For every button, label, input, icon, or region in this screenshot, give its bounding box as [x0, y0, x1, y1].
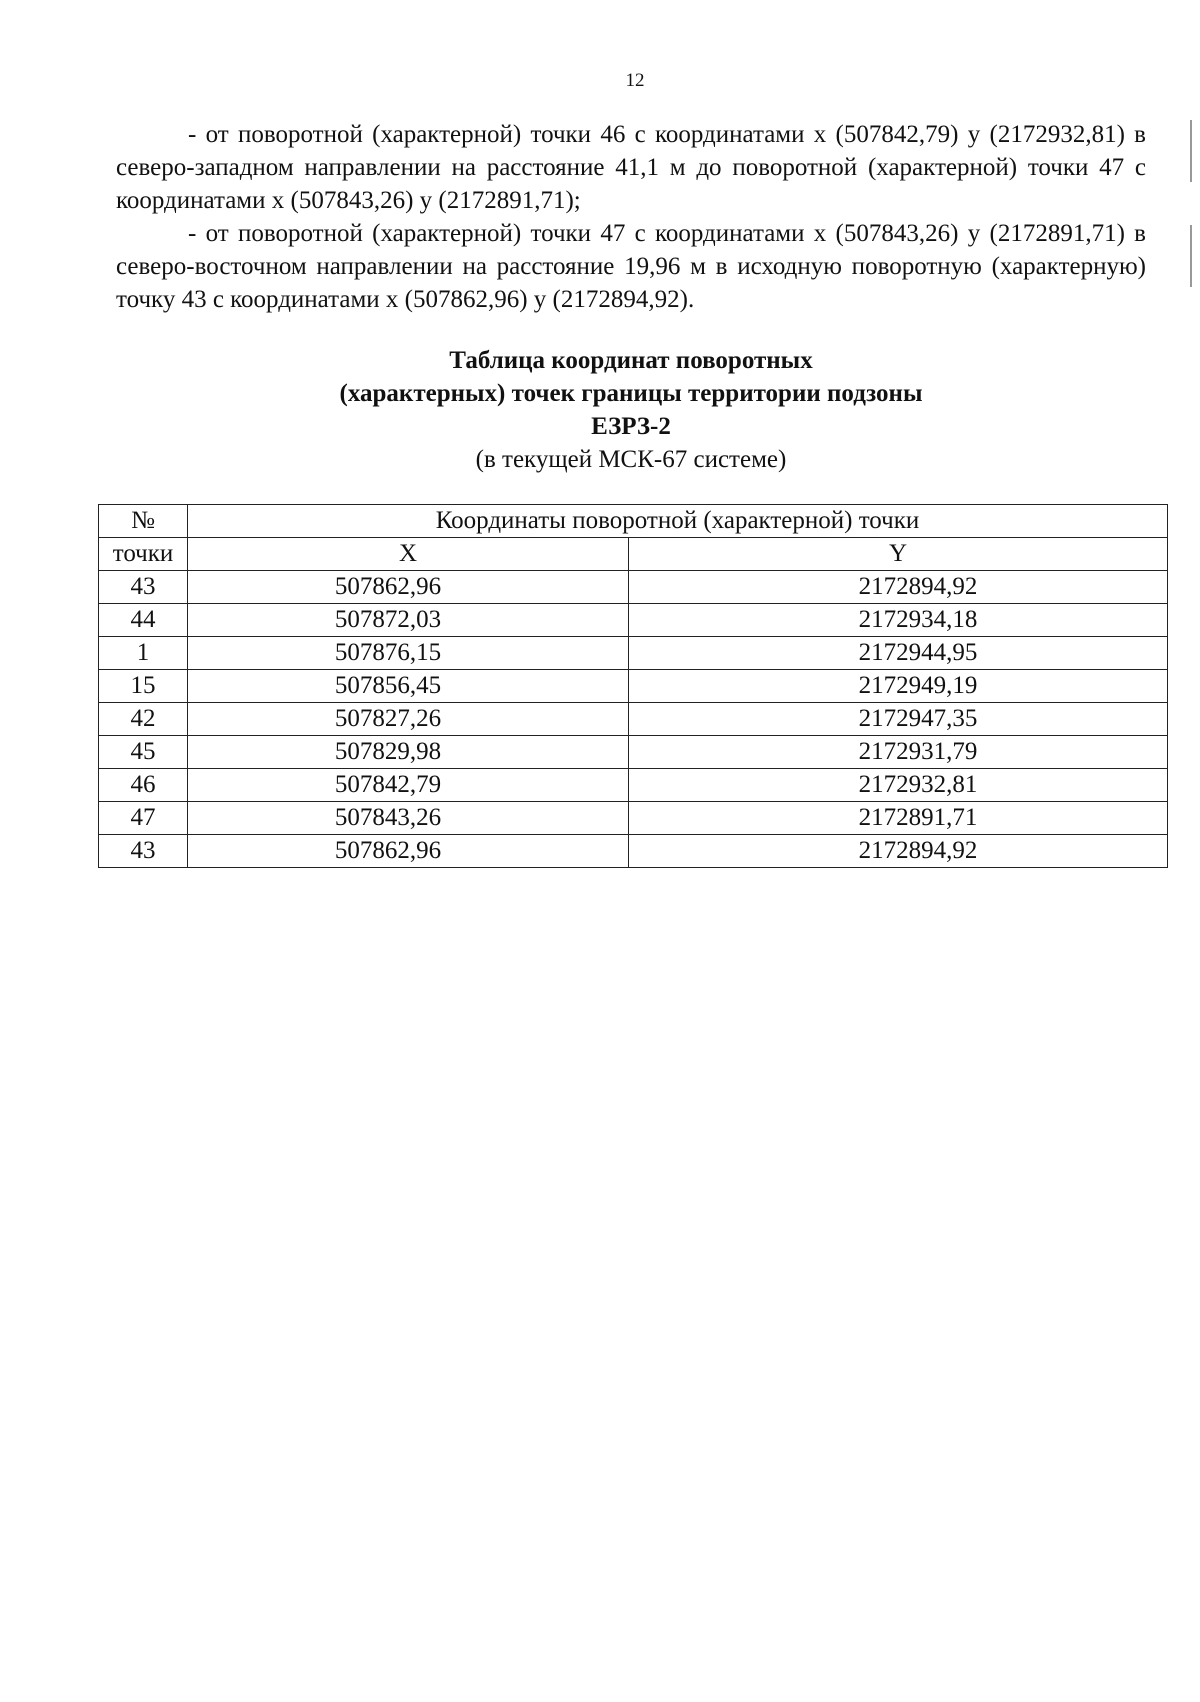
- cell-point-number: 44: [99, 604, 188, 637]
- table-row: [99, 703, 1168, 736]
- cell-x: 507862,96: [188, 571, 629, 604]
- cell-x: 507842,79: [188, 769, 629, 802]
- cell-x: 507856,45: [188, 670, 629, 703]
- table-title-line: (характерных) точек границы территории подзоны: [339, 380, 923, 407]
- table-row: [99, 670, 1168, 703]
- table-row: [99, 769, 1168, 802]
- cell-y: 2172894,92: [629, 571, 1168, 604]
- cell-point-number: 43: [99, 835, 188, 868]
- cell-y: 2172947,35: [629, 703, 1168, 736]
- header-x: X: [188, 538, 629, 571]
- cell-y: 2172944,95: [629, 637, 1168, 670]
- table-row: [99, 802, 1168, 835]
- header-number: №: [99, 505, 188, 538]
- cell-point-number: 42: [99, 703, 188, 736]
- body-text: [116, 118, 1146, 316]
- page-number: 12: [625, 70, 645, 91]
- cell-y: 2172949,19: [629, 670, 1168, 703]
- cell-y: 2172934,18: [629, 604, 1168, 637]
- cell-y: 2172931,79: [629, 736, 1168, 769]
- cell-point-number: 43: [99, 571, 188, 604]
- cell-x: 507827,26: [188, 703, 629, 736]
- table-row: [99, 835, 1168, 868]
- table-title-line: Таблица координат поворотных: [449, 347, 813, 374]
- table-subtitle: (в текущей МСК-67 системе): [475, 446, 787, 473]
- cell-x: 507872,03: [188, 604, 629, 637]
- coordinates-table: [98, 504, 1168, 868]
- cell-x: 507829,98: [188, 736, 629, 769]
- header-number-point: точки: [99, 538, 188, 571]
- cell-point-number: 47: [99, 802, 188, 835]
- table-row: [99, 571, 1168, 604]
- scan-edge-mark: [1190, 225, 1192, 287]
- table-header-row: [99, 538, 1168, 571]
- cell-x: 507876,15: [188, 637, 629, 670]
- cell-y: 2172894,92: [629, 835, 1168, 868]
- cell-y: 2172891,71: [629, 802, 1168, 835]
- paragraph: - от поворотной (характерной) точки 47 с координатами х (507843,26) у (2172891,71) в северо-восточном направлении на расстояние 19,96 м в исходную поворотную (характерную) точку 43 с координатами х (507862,96) у (2172894,92).: [116, 220, 1146, 313]
- cell-point-number: 1: [99, 637, 188, 670]
- header-coordinates: Координаты поворотной (характерной) точки: [188, 505, 1168, 538]
- table-row: [99, 637, 1168, 670]
- cell-point-number: 15: [99, 670, 188, 703]
- table-title-line: ЕЗРЗ-2: [591, 413, 671, 440]
- cell-y: 2172932,81: [629, 769, 1168, 802]
- cell-x: 507862,96: [188, 835, 629, 868]
- paragraph: - от поворотной (характерной) точки 46 с координатами х (507842,79) у (2172932,81) в северо-западном направлении на расстояние 41,1 м до поворотной (характерной) точки 47 с координатами х (507843,26) у (2172891,71);: [116, 121, 1146, 214]
- table-row: [99, 604, 1168, 637]
- table-header-row: [99, 505, 1168, 538]
- table-row: [99, 736, 1168, 769]
- table-heading: [116, 344, 1146, 476]
- cell-x: 507843,26: [188, 802, 629, 835]
- header-y: Y: [629, 538, 1168, 571]
- cell-point-number: 45: [99, 736, 188, 769]
- cell-point-number: 46: [99, 769, 188, 802]
- scan-edge-mark: [1190, 120, 1192, 182]
